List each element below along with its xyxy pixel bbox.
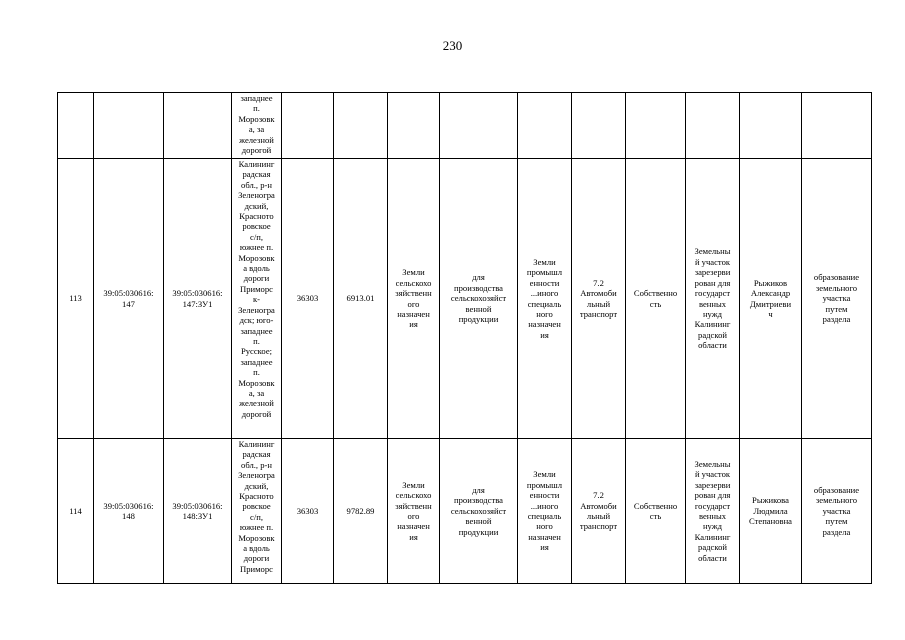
cell-text-line: государст <box>694 288 731 299</box>
cell-code <box>282 93 334 159</box>
cell-text-line: 148 <box>122 511 135 521</box>
cell-text-line: зарезерви <box>694 267 731 278</box>
cell-text-line: назначен <box>528 319 561 330</box>
cell-text-line: п. <box>253 335 260 346</box>
cell-text-line: продукции <box>458 526 499 537</box>
cell-text-line: а, за <box>248 124 265 135</box>
cell-text-line: 7.2 <box>593 490 604 501</box>
cell-text-line: производства <box>454 495 503 506</box>
cell-text-line: ...иного <box>530 288 559 299</box>
cell-address <box>232 439 282 584</box>
cell-permitted-use <box>440 159 518 439</box>
cell-text-line: сть <box>649 511 662 521</box>
cell-text-line: Людмила <box>753 505 788 516</box>
cell-new-plot-number <box>164 439 232 584</box>
cell-zone <box>518 159 572 439</box>
cell-text-line: ного <box>536 308 553 319</box>
cell-text-line: сельскохо <box>395 490 432 501</box>
cell-text-line: ...иного <box>530 500 559 511</box>
cell-text-line: к- <box>252 294 261 305</box>
cell-text-line: Морозовк <box>238 532 275 543</box>
cell-text-line: 39:05:030616: <box>172 288 223 299</box>
cell-text-line: Калининг <box>238 439 275 449</box>
cell-text-line: образование <box>813 484 860 495</box>
cell-text-line: Автомоби <box>580 500 617 511</box>
cell-area <box>334 159 388 439</box>
cell-text-line: дороги <box>243 553 270 564</box>
cell-text-line: енности <box>529 490 560 501</box>
cell-text-line: Земли <box>402 267 425 278</box>
cell-text-line: железной <box>239 134 274 145</box>
cell-text-line: ровское <box>242 221 271 232</box>
cell-text-line: участка <box>822 293 851 304</box>
cell-text-line: южнее п. <box>239 522 274 533</box>
cell-text-line: 114 <box>69 505 82 516</box>
cell-text-line: Морозовк <box>238 252 275 263</box>
cell-text-line: производства <box>454 282 503 293</box>
cell-area <box>334 93 388 159</box>
cell-text-line: Русское; <box>240 346 273 357</box>
cell-text-line: назначен <box>397 308 430 319</box>
cell-text-line: Калининг <box>694 531 731 542</box>
cell-owner <box>740 93 802 159</box>
cell-text-line: Собственно <box>633 500 678 511</box>
cell-text-line: путем <box>825 516 848 527</box>
cell-text-line: западнее <box>240 93 273 103</box>
cell-text-line: области <box>698 340 727 351</box>
cell-text-line: льный <box>586 298 611 309</box>
cell-text-line: дск; юго- <box>239 315 274 326</box>
cell-text-line: Красното <box>239 211 274 222</box>
cell-text-line: земельного <box>815 495 858 506</box>
cell-encumbrance <box>686 159 740 439</box>
cell-text-line: 113 <box>69 293 82 304</box>
cell-text-line: Калининг <box>694 319 731 330</box>
cell-text-line: й участок <box>694 256 731 267</box>
page-number: 230 <box>442 38 463 53</box>
cell-new-plot-number <box>164 159 232 439</box>
cell-text-line: венной <box>465 516 492 527</box>
cell-text-line: Земельны <box>694 246 731 257</box>
cell-text-line: обл., р-н <box>241 179 272 190</box>
table-row <box>58 439 872 584</box>
cell-action <box>802 159 872 439</box>
cell-text-line: назначен <box>528 531 561 542</box>
cell-right-type <box>626 439 686 584</box>
cell-text-line: а вдоль <box>243 543 270 554</box>
cell-encumbrance <box>686 93 740 159</box>
cell-text-line: Красното <box>239 491 274 502</box>
cell-text-line: ия <box>409 319 418 330</box>
cell-text-line: 6913.01 <box>346 293 375 304</box>
cell-zone <box>518 439 572 584</box>
cell-text-line: дский, <box>244 200 269 211</box>
cell-text-line: нужд <box>702 521 723 532</box>
cell-text-line: Зеленогра <box>238 304 275 315</box>
cell-text-line: дорогой <box>241 145 272 156</box>
cell-text-line: зарезерви <box>694 479 731 490</box>
cell-text-line: земельного <box>815 282 858 293</box>
cell-text-line: ия <box>540 329 549 340</box>
cell-text-line: раздела <box>822 314 851 325</box>
cell-text-line: Приморс <box>240 563 273 574</box>
cell-text-line: участка <box>822 505 851 516</box>
cell-text-line: Зеленогра <box>238 470 275 481</box>
cell-text-line: железной <box>239 398 274 409</box>
cell-text-line: Земли <box>533 469 556 480</box>
cell-text-line: путем <box>825 303 848 314</box>
cell-area <box>334 439 388 584</box>
cell-text-line: 9782.89 <box>346 505 375 516</box>
cell-text-line: Александр <box>750 288 791 299</box>
cell-owner <box>740 159 802 439</box>
cell-cadastral-number <box>94 439 164 584</box>
cell-row-number <box>58 159 94 439</box>
cell-text-line: Калининг <box>238 159 275 169</box>
cell-text-line: Собственно <box>633 288 678 299</box>
cell-text-line: раздела <box>822 526 851 537</box>
cell-text-line: дский, <box>244 480 269 491</box>
cell-text-line: енности <box>529 277 560 288</box>
cell-text-line: с/п, <box>250 511 263 522</box>
land-plot-table <box>57 92 872 584</box>
cell-text-line: радской <box>698 542 727 553</box>
cell-text-line: с/п, <box>250 231 263 242</box>
cell-text-line: образование <box>813 272 860 283</box>
cell-text-line: промышл <box>526 479 563 490</box>
cell-text-line: радская <box>242 449 271 460</box>
cell-text-line: Рыжикова <box>752 495 789 506</box>
cell-text-line: продукции <box>458 314 499 325</box>
cell-text-line: льный <box>586 511 611 521</box>
cell-text-line: транспорт <box>579 521 618 532</box>
cell-text-line: Дмитриеви <box>749 298 792 309</box>
cell-action <box>802 439 872 584</box>
cell-text-line: дороги <box>243 273 270 284</box>
cell-text-line: 39:05:030616: <box>103 288 154 299</box>
cell-text-line: венной <box>465 303 492 314</box>
cell-encumbrance <box>686 439 740 584</box>
cell-text-line: обл., р-н <box>241 459 272 470</box>
cell-text-line: 39:05:030616: <box>172 500 223 511</box>
cell-text-line: специаль <box>527 511 562 521</box>
cell-text-line: 36303 <box>296 505 319 516</box>
cell-text-line: дорогой <box>241 408 272 419</box>
cell-right-type <box>626 93 686 159</box>
cell-land-category <box>388 159 440 439</box>
cell-text-line: 7.2 <box>593 277 604 288</box>
cell-action <box>802 93 872 159</box>
cell-text-line: 39:05:030616: <box>103 500 154 511</box>
cell-use-type <box>572 93 626 159</box>
cell-text-line: сельскохозяйст <box>450 293 507 304</box>
cell-text-line: назначен <box>397 521 430 532</box>
cell-text-line: ия <box>540 542 549 553</box>
cell-land-category <box>388 93 440 159</box>
cell-text-line: сельскохо <box>395 277 432 288</box>
cell-text-line: рован для <box>694 490 731 501</box>
cell-text-line: ного <box>536 521 553 532</box>
cell-row-number <box>58 439 94 584</box>
cell-cadastral-number <box>94 159 164 439</box>
cell-text-line: ия <box>409 531 418 542</box>
cell-text-line: области <box>698 552 727 563</box>
cell-text-line: ровское <box>242 501 271 512</box>
cell-land-category <box>388 439 440 584</box>
cell-text-line: специаль <box>527 298 562 309</box>
cell-text-line: зяйственн <box>395 288 432 299</box>
cell-text-line: для <box>472 484 485 495</box>
cell-text-line: 147:ЗУ1 <box>182 298 213 309</box>
cell-text-line: Морозовк <box>238 113 275 124</box>
cell-text-line: а, за <box>248 387 265 398</box>
cell-text-line: а вдоль <box>243 263 270 274</box>
cell-text-line: южнее п. <box>239 242 274 253</box>
cell-text-line: ч <box>768 308 773 319</box>
table-row <box>58 93 872 159</box>
cell-text-line: Морозовк <box>238 377 275 388</box>
cell-text-line: Земельны <box>694 458 731 469</box>
cell-text-line: ого <box>407 298 420 309</box>
cell-text-line: Земли <box>402 479 425 490</box>
cell-text-line: ого <box>407 511 420 521</box>
cell-use-type <box>572 159 626 439</box>
cell-text-line: западнее <box>240 325 273 336</box>
cell-text-line: Приморс <box>240 283 273 294</box>
cell-text-line: рован для <box>694 277 731 288</box>
cell-right-type <box>626 159 686 439</box>
cell-text-line: Автомоби <box>580 288 617 299</box>
cell-row-number <box>58 93 94 159</box>
cell-text-line: западнее <box>240 356 273 367</box>
cell-permitted-use <box>440 439 518 584</box>
cell-use-type <box>572 439 626 584</box>
cell-text-line: п. <box>253 367 260 378</box>
cell-text-line: й участок <box>694 469 731 480</box>
cell-text-line: промышл <box>526 267 563 278</box>
cell-text-line: радская <box>242 169 271 180</box>
cell-text-line: радской <box>698 329 727 340</box>
cell-address <box>232 159 282 439</box>
cell-text-line: нужд <box>702 308 723 319</box>
cell-code <box>282 159 334 439</box>
cell-owner <box>740 439 802 584</box>
cell-text-line: Зеленогра <box>238 190 275 201</box>
cell-text-line: сельскохозяйст <box>450 505 507 516</box>
cell-permitted-use <box>440 93 518 159</box>
cell-address <box>232 93 282 159</box>
cell-text-line: транспорт <box>579 308 618 319</box>
cell-cadastral-number <box>94 93 164 159</box>
cell-text-line: зяйственн <box>395 500 432 511</box>
cell-text-line: сть <box>649 298 662 309</box>
cell-text-line: для <box>472 272 485 283</box>
cell-text-line: 148:ЗУ1 <box>182 511 213 521</box>
cell-new-plot-number <box>164 93 232 159</box>
cell-text-line: 36303 <box>296 293 319 304</box>
table-row <box>58 159 872 439</box>
cell-text-line: венных <box>698 511 727 521</box>
cell-text-line: 147 <box>122 298 135 309</box>
cell-text-line: венных <box>698 298 727 309</box>
cell-text-line: п. <box>253 103 260 114</box>
cell-zone <box>518 93 572 159</box>
cell-text-line: Земли <box>533 256 556 267</box>
cell-code <box>282 439 334 584</box>
cell-text-line: государст <box>694 500 731 511</box>
cell-text-line: Рыжиков <box>753 277 788 288</box>
cell-text-line: Степановна <box>749 516 792 527</box>
